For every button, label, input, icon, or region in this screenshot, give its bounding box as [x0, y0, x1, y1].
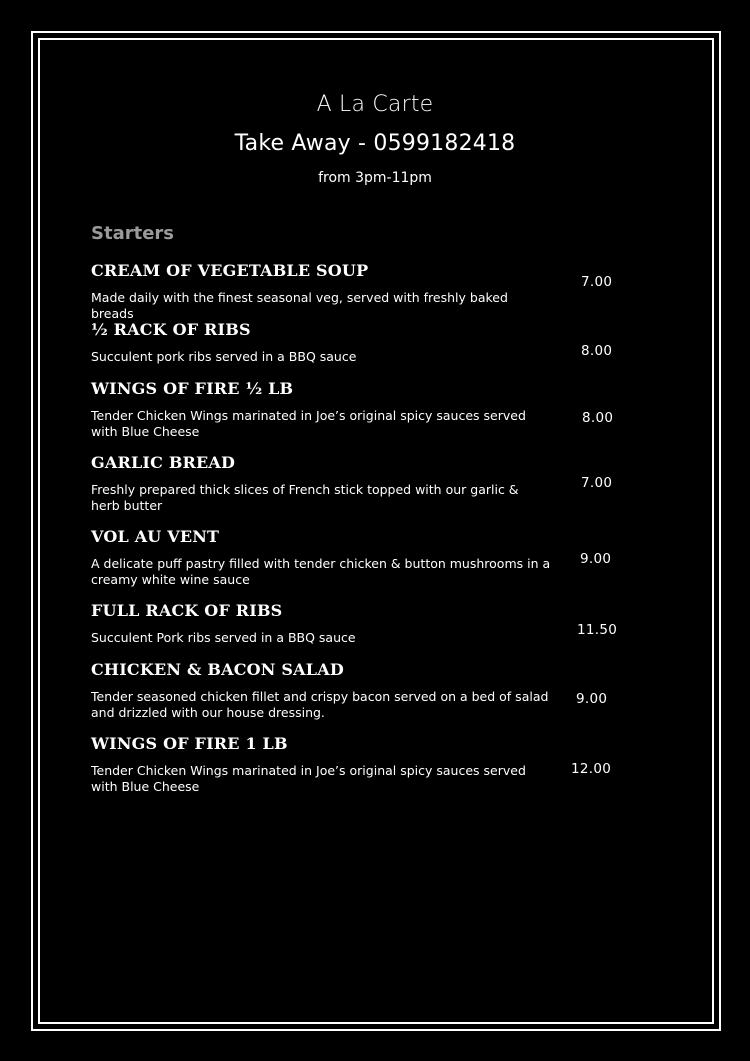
- item-price: 11.50: [577, 622, 618, 638]
- item-description: Freshly prepared thick slices of French stick topped with our garlic & herb butter: [91, 482, 519, 513]
- item-description: Tender Chicken Wings marinated in Joe’s original spicy sauces served with Blue Cheese: [91, 763, 526, 794]
- item-price: 8.00: [582, 410, 614, 426]
- menu-title: A La Carte: [316, 92, 434, 117]
- menu-item: [91, 527, 651, 588]
- item-name: CREAM OF VEGETABLE SOUP: [91, 261, 369, 280]
- item-description: Tender seasoned chicken fillet and crispy bacon served on a bed of salad and drizzled with our house dressing.: [91, 689, 549, 720]
- item-name: ½ RACK OF RIBS: [91, 320, 251, 339]
- item-price: 9.00: [576, 691, 608, 707]
- item-description: Tender Chicken Wings marinated in Joe’s original spicy sauces served with Blue Cheese: [91, 408, 526, 439]
- item-name: WINGS OF FIRE ½ LB: [91, 379, 294, 398]
- item-price: 9.00: [580, 551, 612, 567]
- menu-item: [91, 601, 651, 646]
- item-description: Succulent pork ribs served in a BBQ sauce: [91, 349, 357, 364]
- menu-item: [91, 660, 651, 721]
- item-description: Succulent Pork ribs served in a BBQ sauce: [91, 630, 356, 645]
- item-name: CHICKEN & BACON SALAD: [91, 660, 344, 679]
- opening-hours: from 3pm-11pm: [318, 170, 432, 186]
- item-price: 7.00: [581, 475, 613, 491]
- item-price: 12.00: [571, 761, 612, 777]
- item-name: FULL RACK OF RIBS: [91, 601, 283, 620]
- item-name: WINGS OF FIRE 1 LB: [91, 734, 288, 753]
- item-price: 8.00: [581, 343, 613, 359]
- menu-item: [91, 734, 651, 795]
- item-name: GARLIC BREAD: [91, 453, 236, 472]
- takeaway-phone: Take Away - 0599182418: [234, 131, 516, 156]
- menu-item: [91, 261, 651, 322]
- menu-item: [91, 320, 651, 365]
- item-description: A delicate puff pastry filled with tender chicken & button mushrooms in a creamy white wine sauce: [91, 556, 551, 587]
- item-price: 7.00: [581, 274, 613, 290]
- menu-header: [0, 88, 750, 189]
- item-description: Made daily with the finest seasonal veg, served with freshly baked breads: [91, 290, 508, 321]
- section-title-starters: Starters: [91, 223, 174, 244]
- item-name: VOL AU VENT: [91, 527, 220, 546]
- menu-item: [91, 453, 651, 514]
- menu-item: [91, 379, 651, 440]
